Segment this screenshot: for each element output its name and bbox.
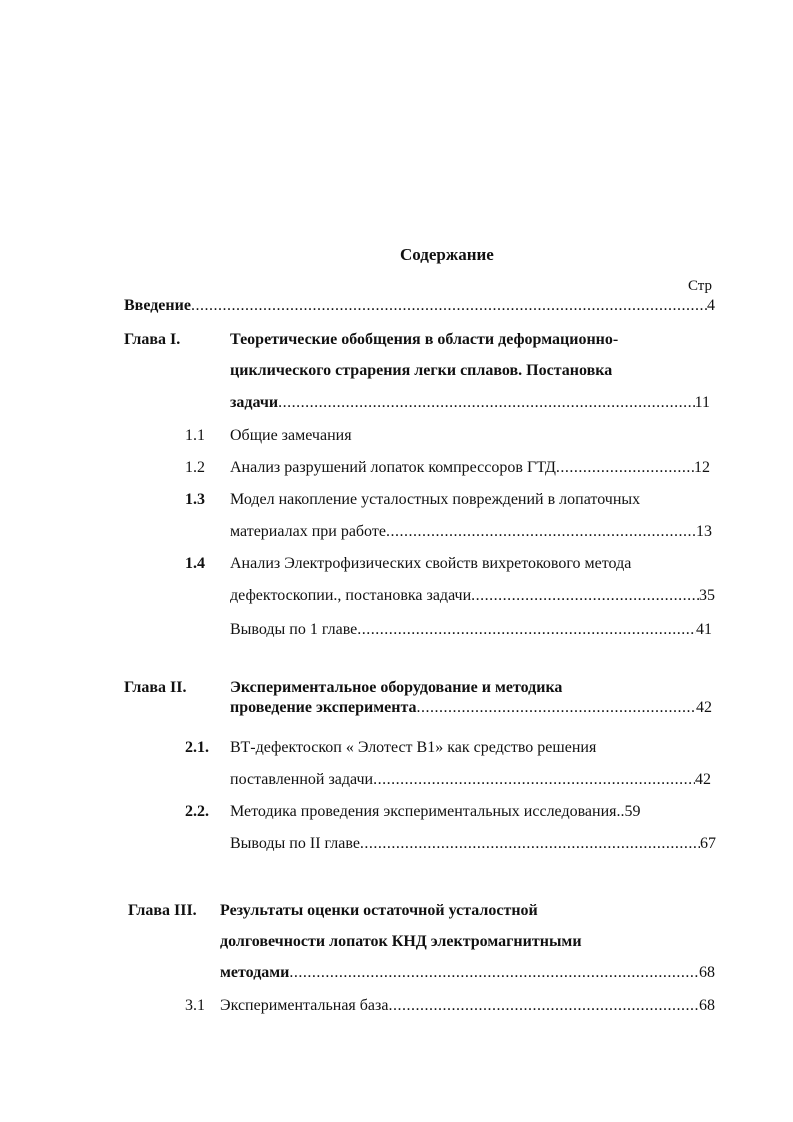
ch1-title-line3-text: задачи xyxy=(230,394,279,411)
ch3-title-line1: Результаты оценки остаточной усталостной xyxy=(220,902,538,919)
toc-title: Содержание xyxy=(400,245,494,264)
leader-dots xyxy=(191,296,707,316)
ch2-conclusions xyxy=(230,834,716,854)
s31-text: Экспериментальная база xyxy=(220,997,389,1014)
leader-dots xyxy=(386,522,696,542)
ch2-page: 42 xyxy=(696,699,712,716)
ch2-conclusions-text: Выводы по II главе xyxy=(230,835,360,852)
ch1-page: 11 xyxy=(694,394,710,411)
s12-text: Анализ разрушений лопаток компрессоров ГТД xyxy=(230,459,556,476)
leader-dots xyxy=(360,834,700,854)
s31-num: 3.1 xyxy=(185,997,205,1014)
ch3-label: Глава III. xyxy=(128,902,197,919)
leader-dots xyxy=(373,770,695,790)
toc-entry-intro xyxy=(124,296,715,316)
leader-dots xyxy=(357,620,696,640)
leader-dots xyxy=(556,458,694,478)
s11-text: Общие замечания xyxy=(230,427,352,444)
s21-page: 42 xyxy=(695,771,711,788)
s13-line1: Модел накопление усталостных повреждений в лопаточных xyxy=(230,491,641,508)
intro-label: Введение xyxy=(124,297,191,314)
s11-num: 1.1 xyxy=(185,427,205,444)
ch1-conclusions-text: Выводы по 1 главе xyxy=(230,621,358,638)
leader-dots xyxy=(278,393,694,413)
s14-page: 35 xyxy=(699,587,715,604)
ch2-conclusions-page: 67 xyxy=(700,835,716,852)
ch3-page: 68 xyxy=(699,964,715,981)
s13-line2 xyxy=(230,522,712,542)
s13-num: 1.3 xyxy=(185,491,205,508)
s12-num: 1.2 xyxy=(185,459,205,476)
ch2-title-line2 xyxy=(230,698,712,718)
s12-page: 12 xyxy=(694,459,710,476)
s31-page: 68 xyxy=(699,997,715,1014)
ch2-title-line2-text: проведение эксперимента xyxy=(230,699,417,716)
intro-page: 4 xyxy=(707,297,715,314)
leader-dots xyxy=(289,963,699,983)
ch1-title-line2: циклического страрения легки сплавов. Постановка xyxy=(230,362,613,379)
ch1-conclusions-page: 41 xyxy=(696,621,712,638)
ch1-title-line1: Теоретические обобщения в области деформационно- xyxy=(230,331,619,348)
ch2-title-line1: Экспериментальное оборудование и методика xyxy=(230,679,563,696)
s14-num: 1.4 xyxy=(185,555,205,572)
s14-line2-text: дефектоскопии., постановка задачи xyxy=(230,587,472,604)
s21-num: 2.1. xyxy=(185,739,209,756)
ch1-conclusions xyxy=(230,620,712,640)
ch3-title-line2: долговечности лопаток КНД электромагнитными xyxy=(220,933,582,950)
s22-text: Методика проведения экспериментальных исследования..59 xyxy=(230,803,641,820)
s21-line1: ВТ-дефектоскоп « Элотест В1» как средство решения xyxy=(230,739,597,756)
leader-dots xyxy=(417,698,696,718)
s14-line2 xyxy=(230,586,715,606)
ch1-title-line3 xyxy=(230,393,710,413)
s21-line2 xyxy=(230,770,711,790)
ch2-label: Глава II. xyxy=(124,679,187,696)
s13-line2-text: материалах при работе xyxy=(230,523,386,540)
s13-page: 13 xyxy=(696,523,712,540)
s31-entry xyxy=(220,996,715,1016)
s21-line2-text: поставленной задачи xyxy=(230,771,374,788)
s12-entry xyxy=(230,458,710,478)
leader-dots xyxy=(471,586,699,606)
page-column-header: Стр xyxy=(688,278,713,294)
s14-line1: Анализ Электрофизических свойств вихретокового метода xyxy=(230,555,632,572)
ch3-title-line3 xyxy=(220,963,715,983)
ch1-label: Глава I. xyxy=(124,331,181,348)
ch3-title-line3-text: методами xyxy=(220,964,290,981)
s22-num: 2.2. xyxy=(185,803,209,820)
leader-dots xyxy=(388,996,699,1016)
